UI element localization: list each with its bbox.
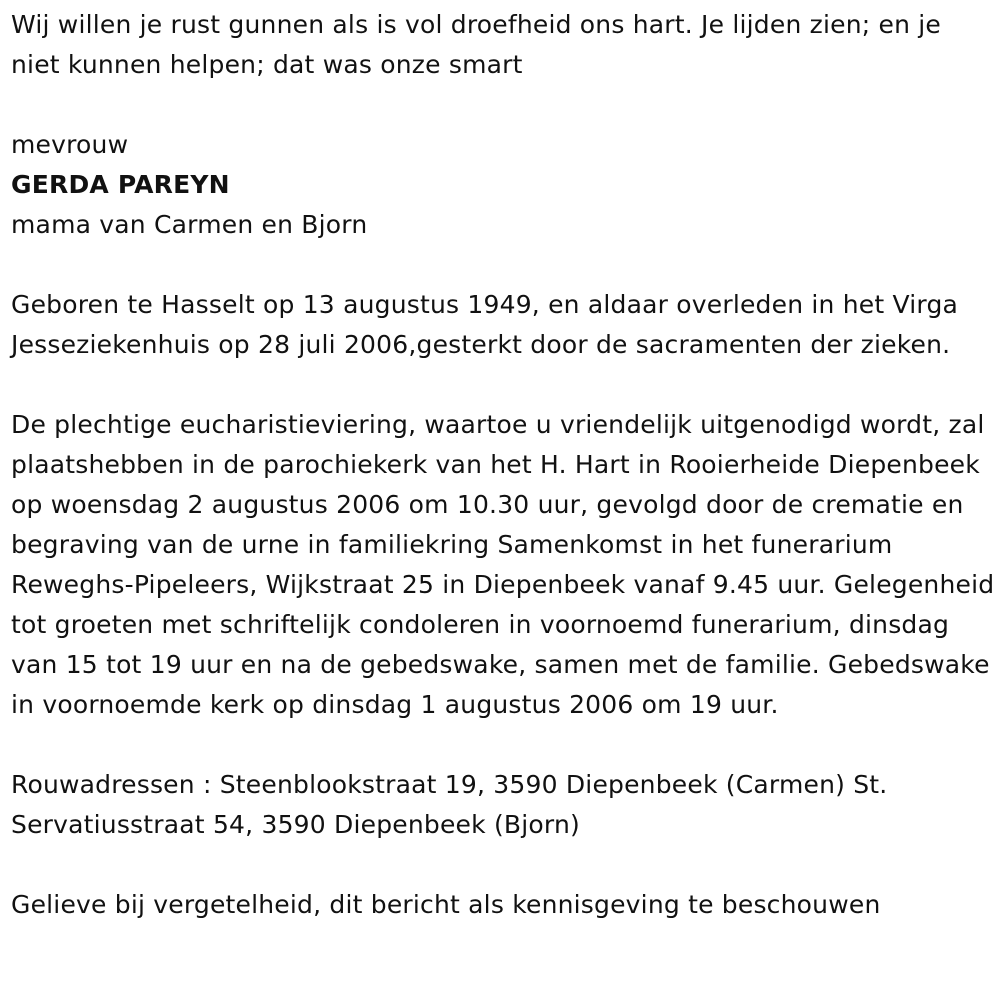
deceased-name: GERDA PAREYN (11, 170, 230, 199)
birth-death-paragraph: Geboren te Hasselt op 13 augustus 1949, en aldaar overleden in het Virga Jesseziekenhuis op 28 juli 2006,gesterkt door de sacramenten der zieken. (11, 290, 959, 359)
deceased-title: mevrouw (11, 130, 129, 159)
ceremony-paragraph: De plechtige eucharistieviering, waartoe u vriendelijk uitgenodigd wordt, zal plaatshebben in de parochiekerk van het H. Hart in Rooierheide Diepenbeek op woensdag 2 augustus 2006 om 10.30 uur, gevolgd door de crematie en begraving van de urne in familiekring Samenkomst in het funerarium Reweghs-Pipeleers, Wijkstraat 25 in Diepenbeek vanaf 9.45 uur. Gelegenheid tot groeten met schriftelijk condoleren in voornoemd funerarium, dinsdag van 15 tot 19 uur en na de gebedswake, samen met de familie. Gebedswake in voornoemde kerk op dinsdag 1 augustus 2006 om 19 uur. (11, 410, 995, 719)
spacer (11, 85, 996, 125)
spacer (11, 725, 996, 765)
spacer (11, 365, 996, 405)
obituary-notice (11, 5, 996, 925)
closing-note: Gelieve bij vergetelheid, dit bericht als kennisgeving te beschouwen (11, 890, 881, 919)
mourning-addresses: Rouwadressen : Steenblookstraat 19, 3590 Diepenbeek (Carmen) St. Servatiusstraat 54, 3590 Diepenbeek (Bjorn) (11, 770, 888, 839)
memorial-verse: Wij willen je rust gunnen als is vol droefheid ons hart. Je lijden zien; en je niet kunnen helpen; dat was onze smart (11, 10, 942, 79)
spacer (11, 845, 996, 885)
deceased-relation: mama van Carmen en Bjorn (11, 210, 368, 239)
spacer (11, 245, 996, 285)
